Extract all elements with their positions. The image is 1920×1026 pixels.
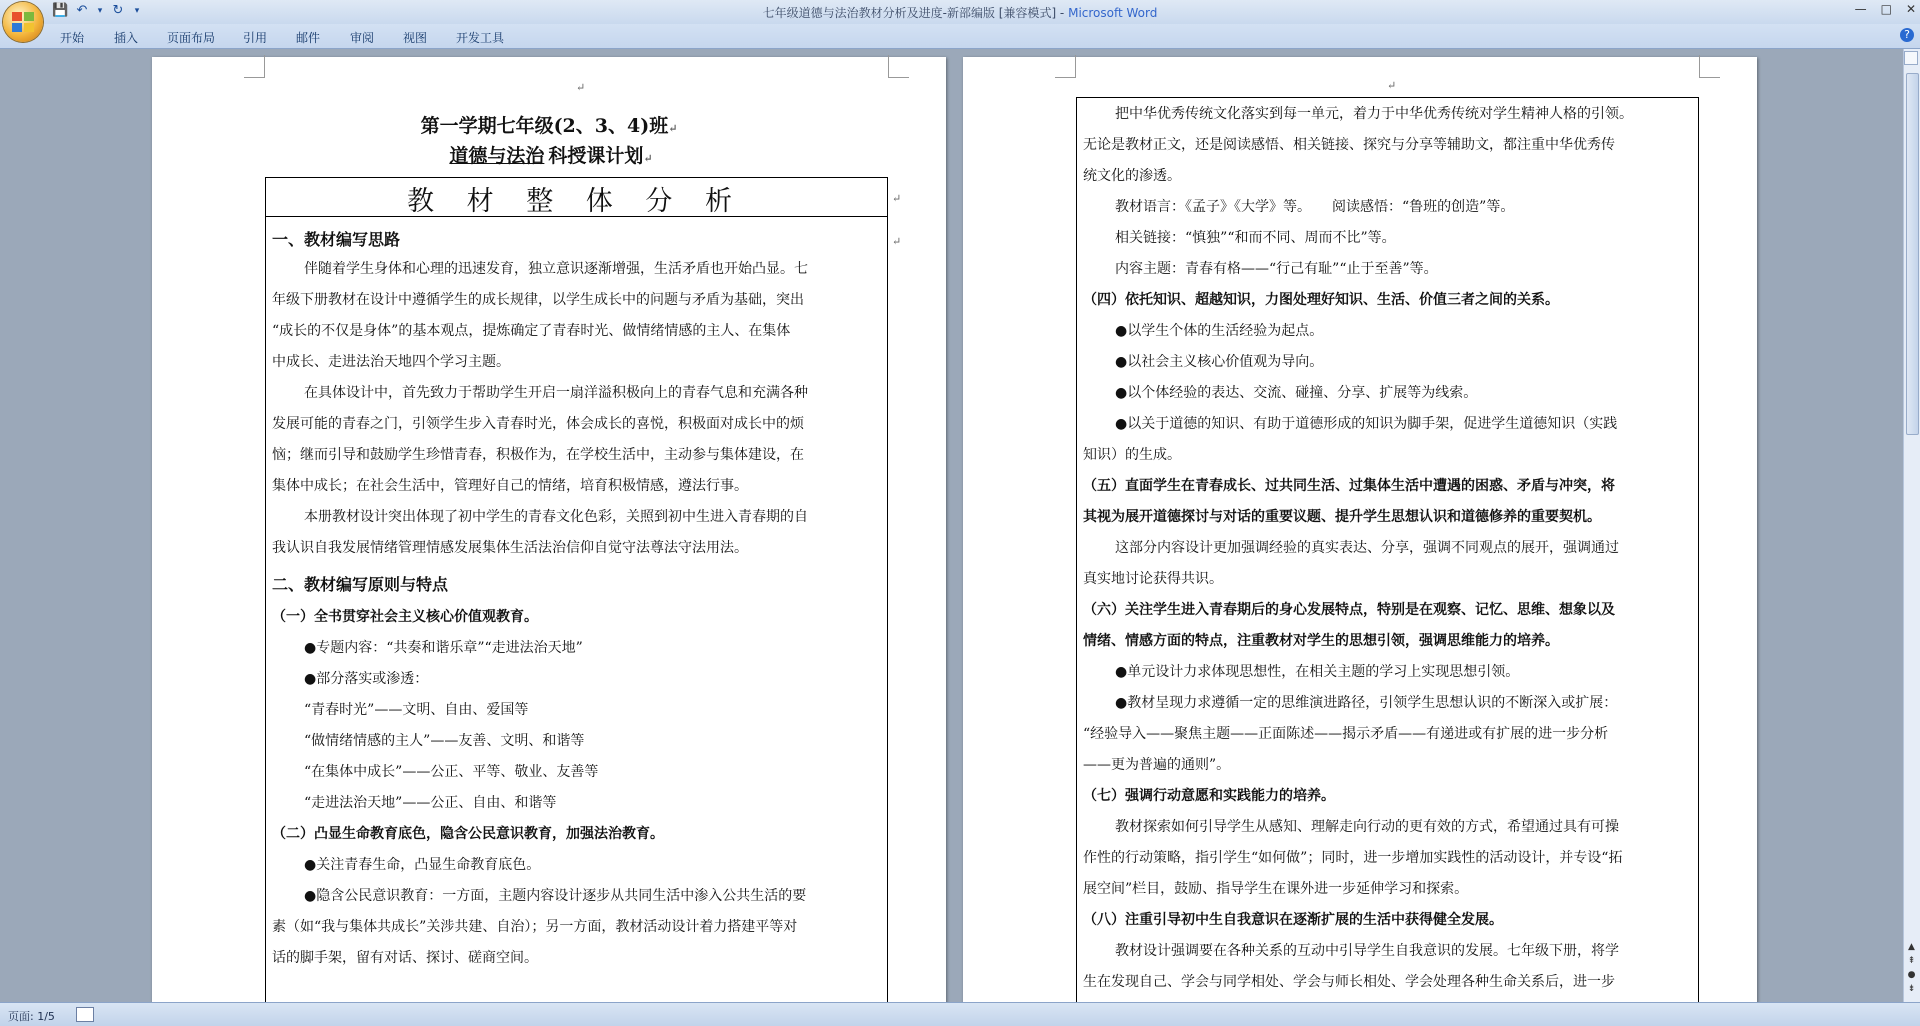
paragraph-line: 作性的行动策略，指引学生“如何做”；同时，进一步增加实践性的活动设计，并专设“拓 — [1083, 850, 1623, 866]
bullet-item: ●隐含公民意识教育：一方面，主题内容设计逐步从共同生活中渗入公共生活的要 — [304, 888, 807, 904]
help-icon[interactable]: ? — [1900, 28, 1914, 42]
browse-object-icon[interactable]: ● — [1907, 970, 1916, 980]
paragraph-line: 生在发现自己、学会与同学相处、学会与师长相处、学会处理各种生命关系后，进一步 — [1083, 974, 1615, 990]
office-logo-icon — [12, 12, 34, 32]
paragraph-line: “经验导入——聚焦主题——正面陈述——揭示矛盾——有递进或有扩展的进一步分析 — [1083, 726, 1609, 742]
save-icon[interactable]: 💾 — [52, 3, 69, 18]
subsection-heading: （八）注重引导初中生自我意识在逐渐扩展的生活中获得健全发展。 — [1083, 912, 1503, 928]
paragraph-line: 中成长、走进法治天地四个学习主题。 — [272, 354, 510, 370]
subsection-heading: （四）依托知识、超越知识，力图处理好知识、生活、价值三者之间的关系。 — [1083, 292, 1559, 308]
subject-name: 道德与法治 — [449, 145, 545, 167]
minimize-button[interactable]: — — [1854, 2, 1867, 16]
next-page-icon[interactable]: ⇟ — [1907, 984, 1916, 994]
redo-icon[interactable]: ↻ — [112, 3, 124, 18]
bullet-item: ●以个体经验的表达、交流、碰撞、分享、扩展等为线索。 — [1115, 385, 1478, 401]
paragraph-line: 内容主题：青春有格——“行己有耻”“止于至善”等。 — [1115, 261, 1438, 277]
bullet-item: ●部分落实或渗透： — [304, 671, 429, 687]
paragraph-line: 年级下册教材在设计中遵循学生的成长规律，以学生成长中的问题与矛盾为基础，突出 — [272, 292, 804, 308]
bullet-item: ●专题内容：“共奏和谐乐章”“走进法治天地” — [304, 640, 583, 656]
undo-dropdown-icon[interactable]: ▾ — [97, 6, 103, 16]
ribbon-tabs — [0, 24, 1920, 49]
tab-review[interactable]: 审阅 — [350, 31, 375, 45]
subsection-heading: （五）直面学生在青春成长、过共同生活、过集体生活中遭遇的困惑、矛盾与冲突，将 — [1083, 478, 1615, 494]
paragraph-line: 相关链接：“慎独”“和而不同、周而不比”等。 — [1115, 230, 1396, 246]
app-name: Microsoft Word — [1068, 6, 1158, 20]
title-line2-suffix: 科授课计划 — [548, 145, 644, 167]
page-2[interactable] — [963, 57, 1757, 1002]
bullet-item: ●教材呈现力求遵循一定的思维演进路径，引领学生思想认识的不断深入或扩展： — [1115, 695, 1618, 711]
document-title-line1 — [152, 111, 946, 138]
view-ruler-button[interactable] — [1904, 51, 1918, 65]
paragraph-line: 展空间”栏目，鼓励、指导学生在课外进一步延伸学习和探索。 — [1083, 881, 1469, 897]
proofing-status-icon[interactable] — [76, 1007, 94, 1022]
paragraph-line: 话的脚手架，留有对话、探讨、磋商空间。 — [272, 950, 538, 966]
section-heading: 二、教材编写原则与特点 — [272, 575, 449, 594]
list-item: “在集体中成长”——公正、平等、敬业、友善等 — [304, 764, 599, 780]
bullet-item: ●以学生个体的生活经验为起点。 — [1115, 323, 1324, 339]
document-area[interactable] — [0, 49, 1904, 1002]
paragraph-mark: ↵ — [668, 122, 678, 135]
document-title-line2 — [152, 141, 946, 168]
paragraph-line: 在具体设计中，首先致力于帮助学生开启一扇洋溢积极向上的青春气息和充满各种 — [304, 385, 808, 401]
vertical-scrollbar[interactable] — [1903, 49, 1920, 1002]
paragraph-line: 统文化的渗透。 — [1083, 168, 1181, 184]
paragraph-line: 把中华优秀传统文化落实到每一单元，着力于中华优秀传统对学生精神人格的引领。 — [1115, 106, 1633, 122]
crop-mark — [244, 55, 265, 78]
subsection-heading: （一）全书贯穿社会主义核心价值观教育。 — [272, 609, 538, 625]
page-count[interactable]: 页面: 1/5 — [8, 1010, 55, 1023]
subsection-heading: （二）凸显生命教育底色，隐含公民意识教育，加强法治教育。 — [272, 826, 664, 842]
crop-mark — [1699, 55, 1720, 78]
bullet-item: ●关注青春生命，凸显生命教育底色。 — [304, 857, 541, 873]
paragraph-line: 伴随着学生身体和心理的迅速发育，独立意识逐渐增强，生活矛盾也开始凸显。七 — [304, 261, 808, 277]
tab-mailings[interactable]: 邮件 — [296, 31, 321, 45]
bullet-item: ●以社会主义核心价值观为导向。 — [1115, 354, 1324, 370]
paragraph-line: 教材语言：《孟子》《大学》等。 阅读感悟：“鲁班的创造”等。 — [1115, 199, 1515, 215]
cell-mark: ↵ — [892, 192, 902, 205]
tab-page-layout[interactable]: 页面布局 — [167, 31, 216, 45]
paragraph-line: 真实地讨论获得共识。 — [1083, 571, 1223, 587]
document-title: 七年级道德与法治教材分析及进度-新部编版 [兼容模式] - — [762, 6, 1069, 20]
paragraph-line: “成长的不仅是身体”的基本观点，提炼确定了青春时光、做情绪情感的主人、在集体 — [272, 323, 791, 339]
paragraph-line: 我认识自我发展情绪管理情感发展集体生活法治信仰自觉守法尊法守法用法。 — [272, 540, 748, 556]
paragraph-line: 本册教材设计突出体现了初中学生的青春文化色彩，关照到初中生进入青春期的自 — [304, 509, 808, 525]
paragraph-line: 教材设计强调要在各种关系的互动中引导学生自我意识的发展。七年级下册，将学 — [1115, 943, 1619, 959]
subsection-heading: （六）关注学生进入青春期后的身心发展特点，特别是在观察、记忆、思维、想象以及 — [1083, 602, 1615, 618]
title-bar — [0, 0, 1920, 24]
paragraph-mark: ↵ — [576, 81, 586, 94]
list-item: “做情绪情感的主人”——友善、文明、和谐等 — [304, 733, 585, 749]
customize-toolbar-icon[interactable]: ▾ — [134, 6, 140, 16]
tab-insert[interactable]: 插入 — [114, 31, 139, 45]
scrollbar-thumb[interactable] — [1906, 73, 1919, 435]
previous-page-icon[interactable]: ⇞ — [1907, 956, 1916, 966]
subsection-heading: 情绪、情感方面的特点，注重教材对学生的思想引领，强调思维能力的培养。 — [1083, 633, 1559, 649]
tab-developer[interactable]: 开发工具 — [456, 31, 505, 45]
status-bar — [0, 1002, 1920, 1026]
maximize-button[interactable]: □ — [1880, 2, 1892, 16]
title-line1-text: 第一学期七年级(2、3、4)班 — [420, 115, 669, 137]
window-title — [0, 4, 1920, 21]
cell-mark: ↵ — [892, 235, 902, 248]
list-item: “青春时光”——文明、自由、爱国等 — [304, 702, 529, 718]
paragraph-mark: ↵ — [643, 152, 653, 165]
close-button[interactable]: ✕ — [1905, 2, 1916, 16]
paragraph-line: 集体中成长；在社会生活中，管理好自己的情绪，培育积极情感，遵法行事。 — [272, 478, 748, 494]
paragraph-line: 恼；继而引导和鼓励学生珍惜青春，积极作为，在学校生活中，主动参与集体建设，在 — [272, 447, 804, 463]
paragraph-line: 无论是教材正文，还是阅读感悟、相关链接、探究与分享等辅助文，都注重中华优秀传 — [1083, 137, 1615, 153]
paragraph-mark: ↵ — [1387, 79, 1397, 92]
tab-view[interactable]: 视图 — [403, 31, 428, 45]
crop-mark — [1055, 55, 1076, 78]
paragraph-line: 发展可能的青春之门，引领学生步入青春时光，体会成长的喜悦，积极面对成长中的烦 — [272, 416, 804, 432]
paragraph-line: ——更为普遍的通则”。 — [1083, 757, 1231, 773]
undo-icon[interactable]: ↶ — [76, 3, 88, 18]
tab-references[interactable]: 引用 — [243, 31, 268, 45]
office-button[interactable] — [3, 2, 43, 42]
paragraph-line: 教材探索如何引导学生从感知、理解走向行动的更有效的方式，希望通过具有可操 — [1115, 819, 1619, 835]
section-heading: 一、教材编写思路 — [272, 230, 401, 249]
crop-mark — [888, 55, 909, 78]
scroll-up-icon[interactable]: ▲ — [1908, 942, 1915, 952]
tab-home[interactable]: 开始 — [60, 31, 85, 45]
list-item: “走进法治天地”——公正、自由、和谐等 — [304, 795, 557, 811]
bullet-item: ●单元设计力求体现思想性，在相关主题的学习上实现思想引领。 — [1115, 664, 1520, 680]
paragraph-line: 这部分内容设计更加强调经验的真实表达、分享，强调不同观点的展开，强调通过 — [1115, 540, 1619, 556]
window-controls — [1855, 2, 1916, 16]
paragraph-line: 知识）的生成。 — [1083, 447, 1181, 463]
paragraph-line: 素（如“我与集体共成长”关涉共建、自治）；另一方面，教材活动设计着力搭建平等对 — [272, 919, 798, 935]
table-header: 教 材 整 体 分 析 — [407, 186, 744, 217]
subsection-heading: 其视为展开道德探讨与对话的重要议题、提升学生思想认识和道德修养的重要契机。 — [1083, 509, 1601, 525]
page-1[interactable] — [152, 57, 946, 1002]
subsection-heading: （七）强调行动意愿和实践能力的培养。 — [1083, 788, 1335, 804]
bullet-item: ●以关于道德的知识、有助于道德形成的知识为脚手架，促进学生道德知识（实践 — [1115, 416, 1618, 432]
